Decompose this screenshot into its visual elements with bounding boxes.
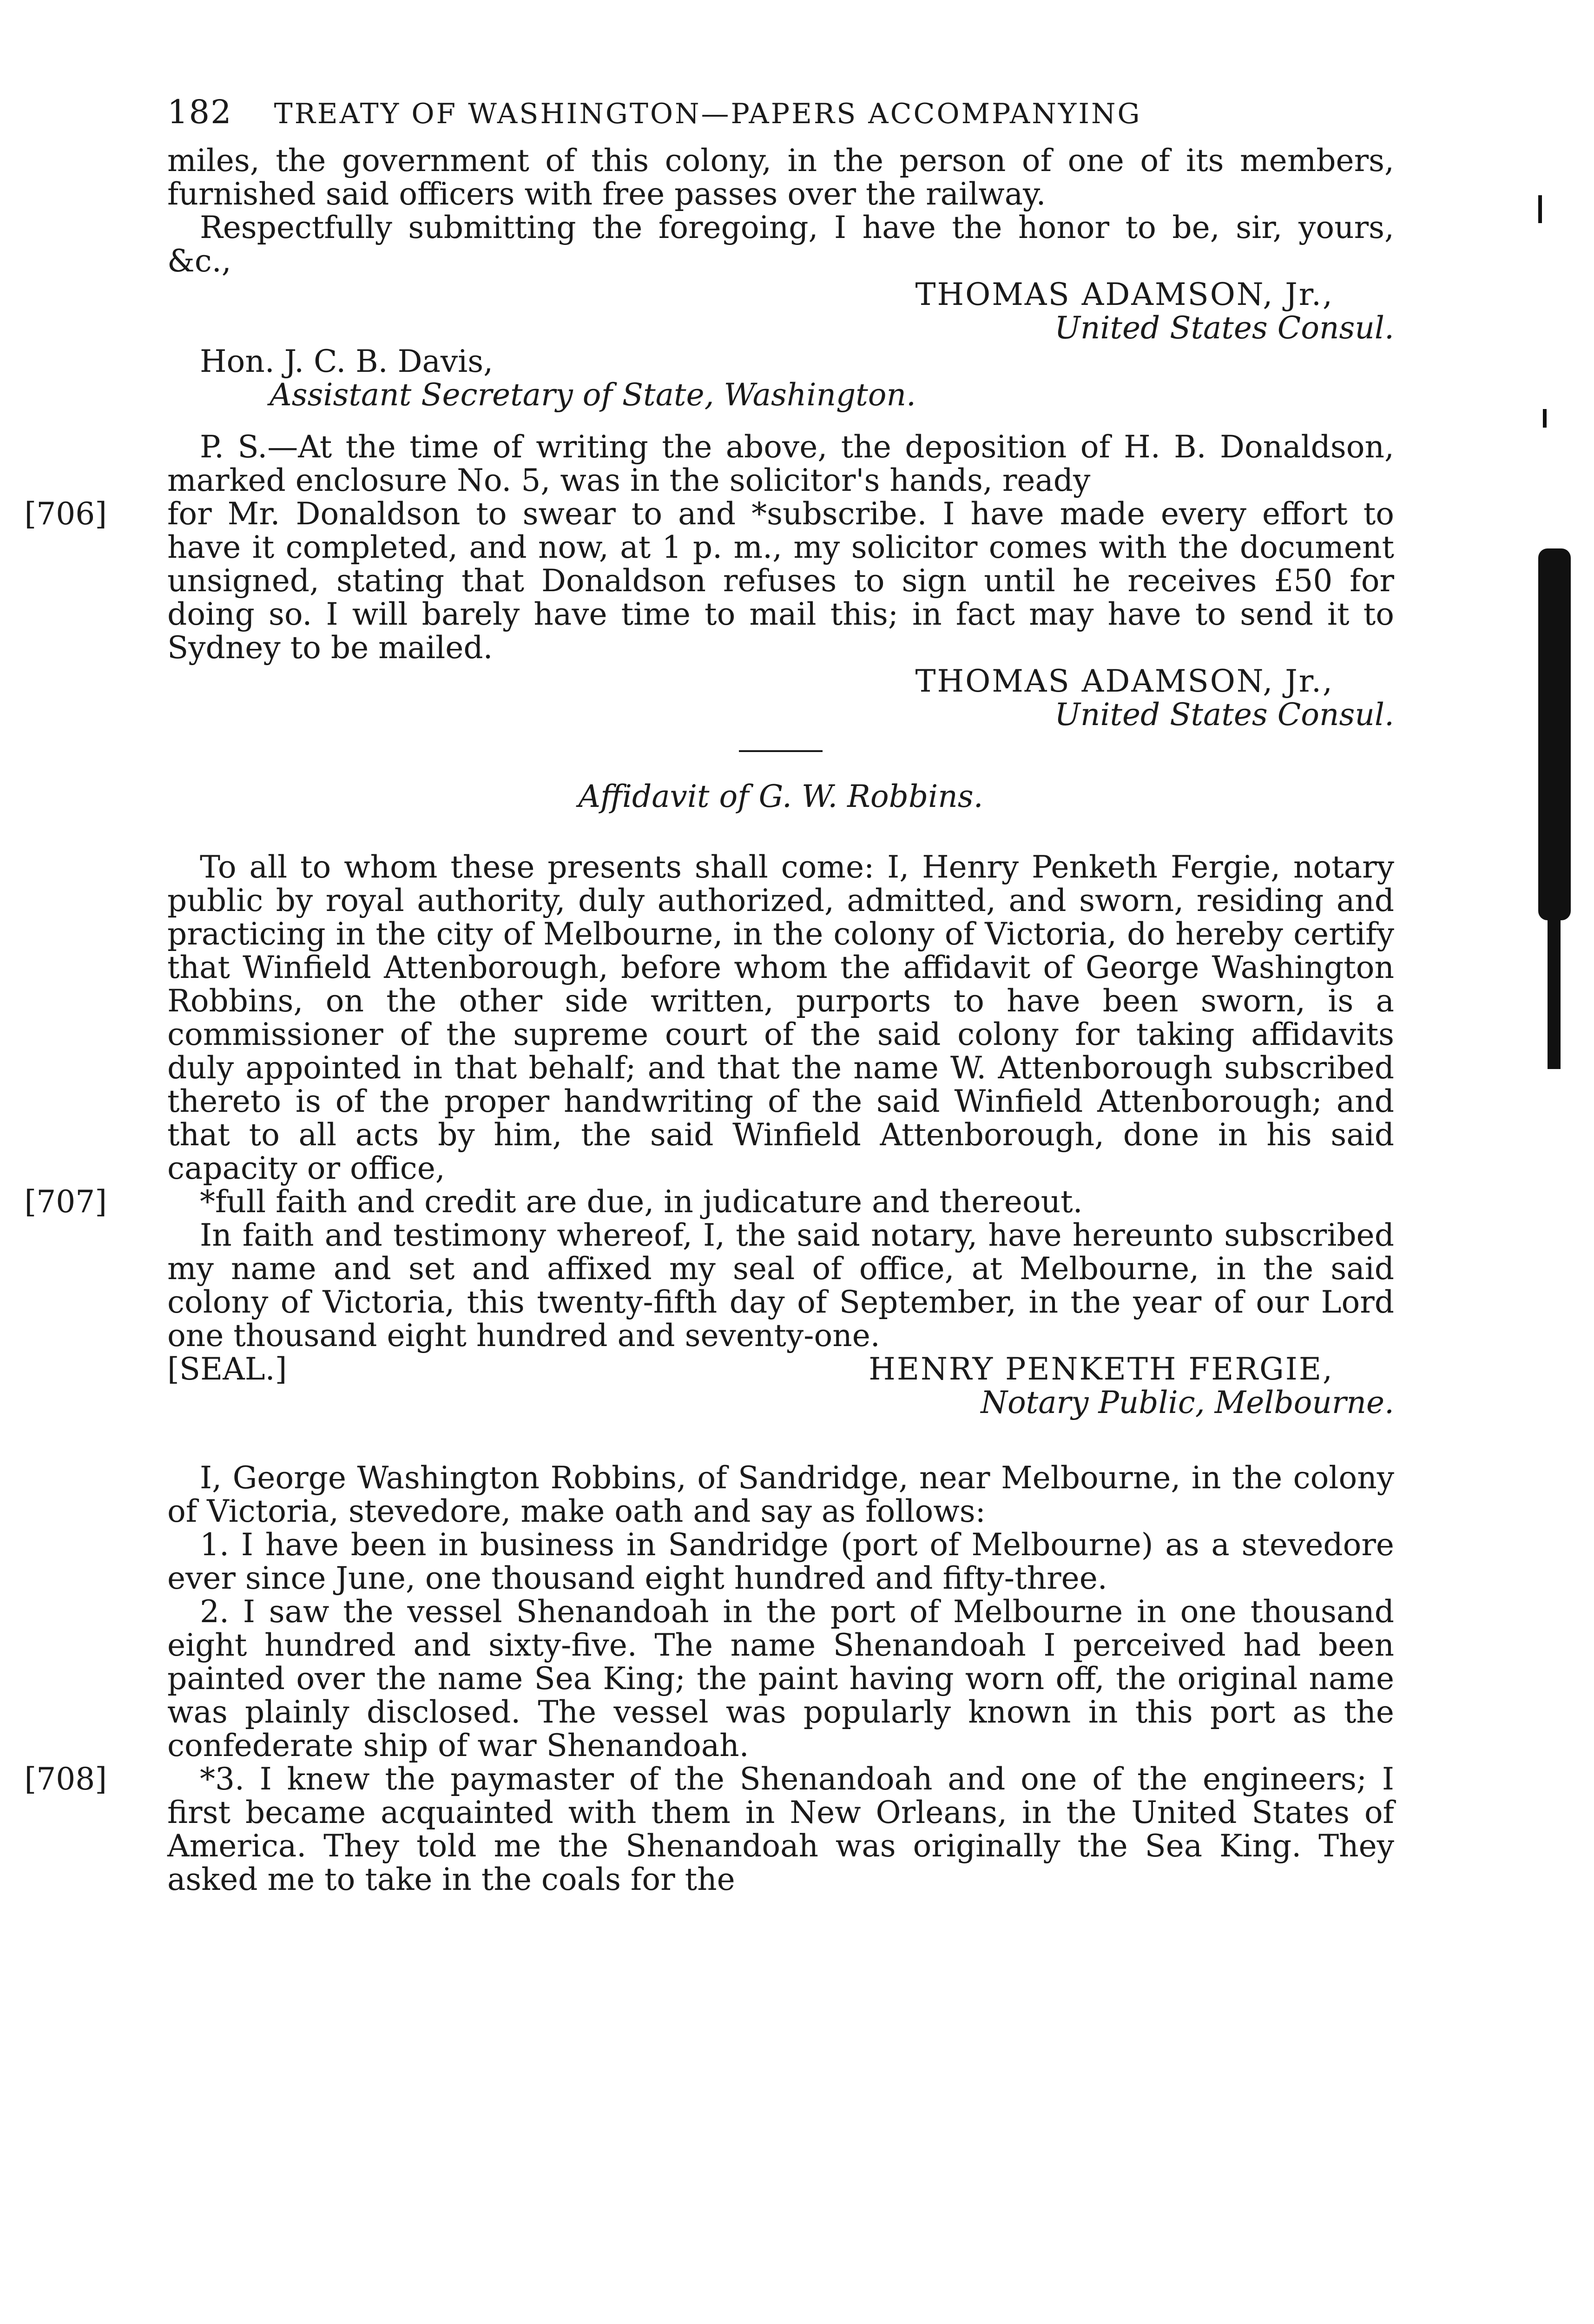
notary-signature-name: HENRY PENKETH FERGIE,	[869, 1351, 1334, 1387]
seal-mark: [SEAL.]	[167, 1351, 287, 1387]
postscript-part-2: for Mr. Donaldson to swear to and *subscribe. I have made every effort to have it completed, and now, at 1 p. m., my solicitor comes with the document unsigned, stating that Donaldson refuses to sign until he receives £50 for doing so. I will barely have time to mail this; in fact may have to send it to Sydney to be mailed.	[167, 496, 1394, 666]
page-marker-707: [707]	[24, 1184, 107, 1220]
notary-seal-line	[167, 1353, 1394, 1386]
letter-signature-name: THOMAS ADAMSON, Jr.,	[915, 277, 1334, 312]
scan-edge-mark	[1538, 195, 1542, 223]
notary-paragraph-2: In faith and testimony whereof, I, the said notary, have hereunto subscribed my name and set and affixed my seal of office, at Melbourne, in the said colony of Victoria, this twenty-fifth day of September, in the year of our Lord one thousand eight hundred and seventy-one.	[167, 1217, 1394, 1353]
letter-paragraph-1: miles, the government of this colony, in the person of one of its members, furnished said officers with free passes over the railway.	[167, 143, 1394, 212]
addressee-title: Assistant Secretary of State, Washington.	[270, 377, 916, 413]
postscript-part-1: P. S.—At the time of writing the above, the deposition of H. B. Donaldson, marked enclosure No. 5, was in the solicitor's hands, ready	[167, 429, 1394, 498]
robbins-item-3-block	[24, 1761, 1394, 1897]
scan-edge-mark	[1543, 409, 1547, 428]
page-marker-706: [706]	[24, 496, 107, 532]
body-text	[24, 143, 1394, 1897]
section-divider	[739, 750, 823, 752]
document-page	[24, 93, 1394, 1897]
notary-paragraph-1-continued	[24, 1184, 1394, 1220]
robbins-item-2: 2. I saw the vessel Shenandoah in the port of Melbourne in one thousand eight hundred and sixty-five. The name Shenandoah I perceived had been painted over the name Sea King; the paint having worn off, the original name was plainly disclosed. The vessel was popularly known in this port as the confederate ship of war Shenandoah.	[167, 1594, 1394, 1763]
page-number: 182	[167, 93, 232, 131]
postscript-signature-title: United States Consul.	[1054, 697, 1394, 733]
addressee-name: Hon. J. C. B. Davis,	[200, 343, 494, 379]
page-header	[167, 93, 1394, 144]
notary-paragraph-1-end: *full faith and credit are due, in judicature and thereout.	[200, 1184, 1083, 1220]
running-title: TREATY OF WASHINGTON—PAPERS ACCOMPANYING	[274, 98, 1142, 130]
robbins-item-3: *3. I knew the paymaster of the Shenandoah and one of the engineers; I first became acquainted with them in New Orleans, in the United States of America. They told me the Shenandoah was originally the Sea King. They asked me to take in the coals for the	[167, 1761, 1394, 1897]
page-marker-708: [708]	[24, 1761, 107, 1797]
postscript-signature-name: THOMAS ADAMSON, Jr.,	[915, 663, 1334, 699]
notary-paragraph-1: To all to whom these presents shall come: I, Henry Penketh Fergie, notary public by royal authority, duly authorized, admitted, and sworn, residing and practicing in the city of Melbourne, in the colony of Victoria, do hereby certify that Winfield Attenborough, before whom the affidavit of George Washington Robbins, on the other side written, purports to have been sworn, is a commissioner of the supreme court of the said colony for taking affidavits duly appointed in that behalf; and that the name W. Attenborough subscribed thereto is of the proper handwriting of the said Winfield Attenborough; and that to all acts by him, the said Winfield Attenborough, done in his said capacity or office,	[167, 849, 1394, 1186]
postscript-continued	[24, 496, 1394, 666]
scan-edge-mark	[1538, 548, 1571, 920]
letter-paragraph-2: Respectfully submitting the foregoing, I have the honor to be, sir, yours, &c.,	[167, 210, 1394, 279]
robbins-item-1: 1. I have been in business in Sandridge (port of Melbourne) as a stevedore ever since June, one thousand eight hundred and fifty-three.	[167, 1527, 1394, 1596]
scan-edge-mark	[1548, 920, 1561, 1069]
affidavit-heading: Affidavit of G. W. Robbins.	[578, 779, 983, 814]
robbins-intro: I, George Washington Robbins, of Sandridge, near Melbourne, in the colony of Victoria, stevedore, make oath and say as follows:	[167, 1460, 1394, 1529]
notary-signature-title: Notary Public, Melbourne.	[981, 1385, 1394, 1420]
letter-signature-title: United States Consul.	[1054, 310, 1394, 346]
